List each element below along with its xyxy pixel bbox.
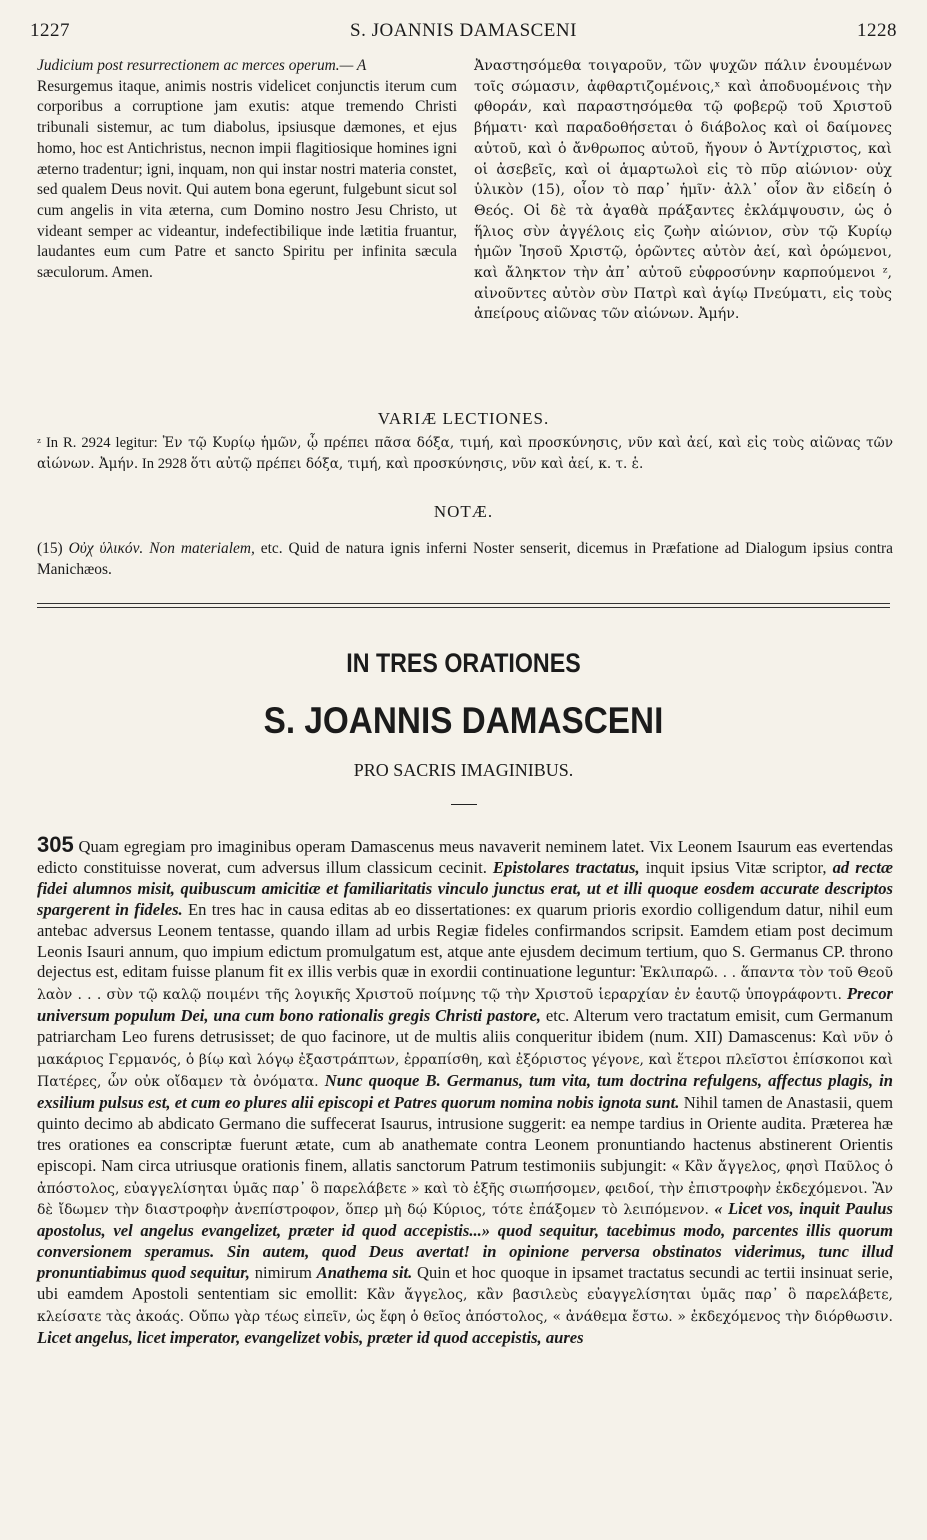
variae-greek-2: ὅτι αὐτῷ πρέπει δόξα, τιμή, καὶ προσκύνησις, νῦν καὶ ἀεί, κ. τ. ἑ. xyxy=(190,455,644,472)
preface-run: nimirum xyxy=(249,1263,317,1283)
notae-italic: Non materialem, xyxy=(143,540,255,557)
latin-column xyxy=(37,56,457,284)
preface-italic: Licet angelus, licet imperator, evangelizet vobis, præter id quod accepistis, aures xyxy=(37,1327,584,1347)
preface-italic: « Licet vos, inquit Paulus apostolus, vel angelus evangelizet, præter id quod accepistis...» quod sequitur, tacebimus modo, parcentes illis quorum conversionem speramus. Sin autem, quod Deus avertat! in opinione perversa obstinatos viderimus, tunc illud pronuntiabimus quod sequitur, xyxy=(37,1199,893,1283)
preface-greek: Ἐκλιπαρῶ. . . ἅπαντα τὸν τοῦ Θεοῦ λαὸν . . . σὺν τῷ καλῷ ποιμένι τῆς λογικῆς Χριστοῦ ποίμνης τῷ τὴν Χριστοῦ ἱεραρχίαν ἐν ἑαυτῷ ὑπογράφοντι. xyxy=(37,965,893,1004)
preface-text xyxy=(37,832,894,1349)
notae-lead: (15) xyxy=(37,540,69,557)
notae-heading: NOTÆ. xyxy=(433,502,494,521)
page-number-left: 1227 xyxy=(30,20,70,41)
preface-run: Nihil tamen de Anastasii, quem quinto decimo ab abdicato Germano die suffecerat Isaurus, intrusione suggerit: ea nempe tardius in Oriente audita. Præterea hæ tres orationes ea conscriptæ fuerunt ætate, cum ab anathemate contra Leonem pronuntiando hactenus abstinerent Orientis episcopi. Nam circa utriusque orationis finem, allatis sanctorum Patrum testimoniis subjungit: « xyxy=(37,1092,894,1175)
running-title: S. JOANNIS DAMASCENI xyxy=(350,20,577,41)
notae-body: etc. Quid de natura ignis inferni Noster senserit, dicemus in Præfatione ad Dialogum ipsius contra Manichæos. xyxy=(37,540,893,578)
preface-run: Quin et hoc quoque in ipsamet tractatus secundi ac tertii insinuat serie, ubi eamdem Apostoli sententiam sic emollit: xyxy=(37,1263,894,1304)
preface-run: inquit ipsius Vitæ scriptor, xyxy=(639,857,833,877)
preface-run: etc. Alterum vero tractatum emisit, cum Germanum patriarcham Leo furens detrusisset; de quo facinore, ut de multis aliis conqueritur ibidem (num. XII) Damascenus: xyxy=(37,1006,893,1047)
notae-text xyxy=(37,539,893,580)
greek-column-text: Ἀναστησόμεθα τοιγαροῦν, τῶν ψυχῶν πάλιν ἑνουμένων τοῖς σώμασιν, ἀφθαρτιζομένοις,ˣ καὶ ἀποδυομένοις τὴν φθοράν, καὶ παραστησόμεθα τῷ φοβερῷ τοῦ Χριστοῦ βήματι· καὶ παραδοθήσεται ὁ διάβολος καὶ οἱ δαίμονες αὐτοῦ, καὶ ὁ ἄνθρωπος αὐτοῦ, ἤγουν ὁ Ἀντίχριστος, καὶ οἱ ἀσεβεῖς, καὶ οἱ ἁμαρτωλοὶ εἰς τὸ πῦρ αἰώνιον· οὐχ ὑλικὸν (15), οἷον τὸ παρ᾽ ἡμῖν· ἀλλ᾽ οἷον ἂν εἰδείη ὁ Θεός. Οἱ δὲ τὰ ἀγαθὰ πράξαντες ἐκλάμψουσιν, ὡς ὁ ἥλιος σὺν ἀγγέλοις εἰς ζωὴν αἰώνιον, σὺν τῷ Κυρίῳ ἡμῶν Ἰησοῦ Χριστῷ, ὁρῶντες αὐτὸν ἀεί, καὶ ὁρώμενοι, καὶ ἄληκτον τὴν ἀπ᾽ αὐτοῦ εὐφροσύνην καρπούμενοι ᶻ, αἰνοῦντες αὐτὸν σὺν Πατρὶ καὶ ἁγίῳ Πνεύματι, εἰς τοὺς ἀπείρους αἰῶνας τῶν αἰώνων. Ἀμήν. xyxy=(474,58,892,323)
preface-run: En tres hac in causa editas ab eo dissertationes: ex quarum prioris exordio colligendum datur, nihil eum antebac adversus Leonem tentasse, quando illam ad urbis Regiæ fideles confirmandos scripsit. Eamdem etiam post decimum Leonis Isauri annum, quo impium edictum promulgatum est, atque ante ejusdem decimum tertium, quo S. Germanus CP. throno dejectus est, editam fuisse planum fit ex illis verbis quæ in exordii continuatione leguntur: xyxy=(37,899,893,982)
preface-italic: Epistolares tractatus, xyxy=(492,857,640,877)
preface-run: Quam egregiam pro imaginibus operam Damascenus meus navaverit neminem latet. Vix Leonem Isaurum eas evertendas edicto constituisse noverat, cum adversus illum classicum cecinit. xyxy=(37,837,893,877)
page-number-right: 1228 xyxy=(857,20,897,41)
variae-mid: In 2928 xyxy=(138,455,191,472)
variae-lectiones-text xyxy=(37,433,893,474)
preface-italic: ad rectæ fidei alumnos misit, quibuscum amicitiæ et familiaritatis vinculo junctus erat, ut et illi quoque eosdem accurate descriptos spargerent in fideles. xyxy=(37,857,894,919)
variae-lectiones-heading: VARIÆ LECTIONES. xyxy=(377,409,550,428)
treatise-title-line-2: S. JOANNIS DAMASCENI xyxy=(263,700,664,741)
preface-italic: Precor universum populum Dei, una cum bono rationalis gregis Christi pastore, xyxy=(37,984,894,1026)
preface-italic: Nunc quoque B. Germanus, tum vita, tum doctrina refulgens, affectus plagis, in exsilium pulsus est, et cum eo plures alii episcopi et Patres quorum nomina nobis ignota sunt. xyxy=(37,1070,893,1112)
preface-greek: Καὶ νῦν ὁ μακάριος Γερμανός, ὁ βίῳ καὶ λόγῳ ἐξαστράπτων, ἐρραπίσθη, καὶ ἐξόριστος γέγονε, καὶ ἕτεροι πλεῖστοι ἐπίσκοποι καὶ Πατέρες, ὧν οὐκ οἴδαμεν τὰ ὀνόματα. xyxy=(37,1030,894,1090)
latin-column-heading: Judicium post resurrectionem ac merces operum.— A xyxy=(37,57,367,74)
section-number: 305 xyxy=(37,832,74,857)
treatise-title-line-3: PRO SACRIS IMAGINIBUS. xyxy=(353,760,574,780)
treatise-title-line-1: IN TRES ORATIONES xyxy=(346,648,581,678)
preface-greek: Κἂν ἄγγελος, φησὶ Παῦλος ὁ ἀπόστολος, εὐαγγελίσηται ὑμᾶς παρ᾽ ὃ παρελάβετε » καὶ τὸ ἑξῆς σιωπήσομεν, φειδοί, τὴν ἐπιστροφὴν ἐκδεχόμενοι. Ἂν δὲ ἴδωμεν τὴν διαστροφὴν ἀνεπίστροφον, ὅπερ μὴ δῴ Κύριος, τότε ἐπάξομεν τὸ λειπόμενον. xyxy=(37,1158,893,1219)
running-head xyxy=(30,20,897,48)
notae-greek: Οὐχ ὑλικόν. xyxy=(68,540,144,557)
title-dash xyxy=(451,804,477,805)
preface-italic: Anathema sit. xyxy=(316,1263,413,1283)
latin-column-text: Resurgemus itaque, animis nostris videlicet conjunctis iterum cum corporibus a corruptione jam exutis: atque tremendo Christi tribunali sistemur, ac tum diabolus, ipsiusque dæmones, et ejus homo, hoc est Antichristus, necnon impii flagitiosique homines igni æterno tradentur; igni, inquam, non qui instar nostri materia constet, sed qualem Deus novit. Qui autem bona egerunt, fulgebunt sicut sol cum angelis in vita æterna, cum Domino nostro Jesu Christo, ut videant semper ac videantur, indefectibilique inde lætitia fruantur, laudantes eum cum Patre et sancto Spiritu per infinita sæcula sæculorum. Amen. xyxy=(37,77,457,282)
variae-greek-1: Ἐν τῷ Κυρίῳ ἡμῶν, ᾧ πρέπει πᾶσα δόξα, τιμή, καὶ προσκύνησις, νῦν καὶ ἀεί, καὶ εἰς τοὺς αἰῶνας τῶν αἰώνων. Ἀμήν. xyxy=(37,435,893,472)
variae-lead: ᶻ In R. 2924 legitur: xyxy=(37,435,163,451)
section-divider xyxy=(37,603,890,608)
preface-greek: Κἂν ἄγγελος, κἂν βασιλεὺς εὐαγγελίσηται ὑμᾶς παρ᾽ ὃ παρελάβετε, κλείσατε τὰς ἀκοάς. Οὔπω γὰρ τέως εἰπεῖν, ὡς ἔφη ὁ θεῖος ἀπόστολος, « ἀνάθεμα ἔστω. » ἐκδεχόμενος τὴν διόρθωσιν. xyxy=(37,1287,893,1325)
greek-column xyxy=(474,56,892,325)
